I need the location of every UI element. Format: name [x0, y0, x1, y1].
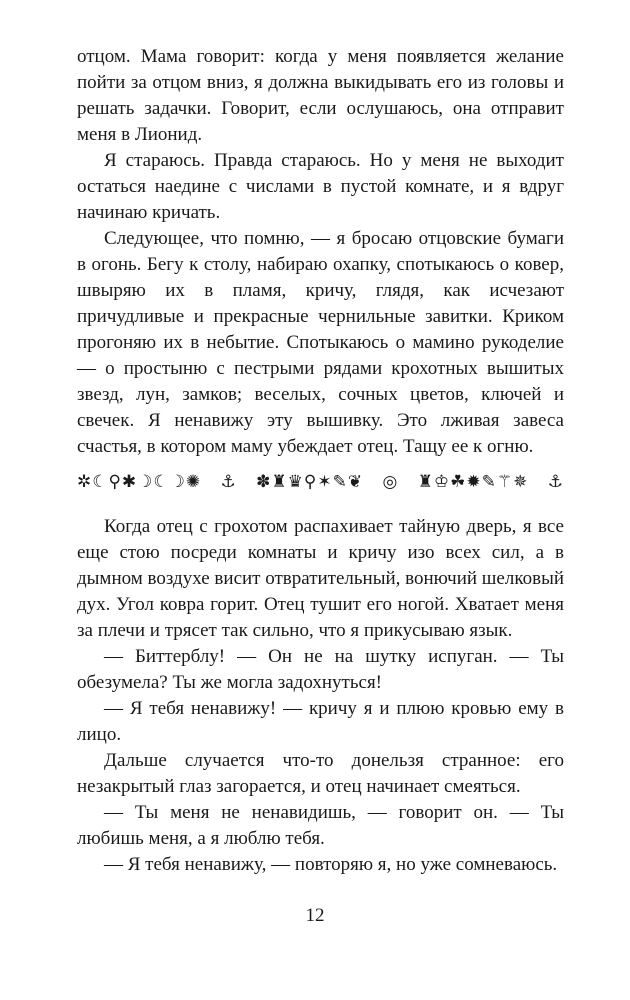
page-number: 12	[305, 905, 325, 926]
dialogue-line: — Биттерблу! — Он не на шутку испуган. — Ты обезумела? Ты же могла задохнуться!	[77, 646, 564, 693]
paragraph: Дальше случается что-то донельзя странное: его незакрытый глаз загорается, и отец начинает смеяться.	[77, 750, 564, 797]
paragraph: Следующее, что помню, — я бросаю отцовские бумаги в огонь. Бегу к столу, набираю охапку, спотыкаюсь о ковер, швыряю их в пламя, кричу, глядя, как исчезают причудливые и прекрасные чернильные завитки. Криком прогоняю их в небытие. Спотыкаюсь о мамино рукоделие — о простыню с пестрыми рядами крохотных вышитых звезд, лун, замков; веселых, сочных цветов, ключей и свечек. Я ненавижу эту вышивку. Это лживая завеса счастья, в котором маму убеждает отец. Тащу ее к огню.	[77, 228, 564, 457]
embroidery-ornament-icon: ✲☾⚲✱☽☾☽✺⚓✽♜♛⚲✶✎❦◎♜♔☘✹✎⚚✵⚓	[77, 472, 564, 492]
paragraph: Когда отец с грохотом распахивает тайную дверь, я все еще стою посреди комнаты и кричу изо всех сил, а в дымном воздухе висит отвратительный, вонючий шелковый дух. Угол ковра горит. Отец тушит его ногой. Хватает меня за плечи и трясет так сильно, что я прикусываю язык.	[77, 516, 564, 641]
paragraph: Я стараюсь. Правда стараюсь. Но у меня не выходит остаться наедине с числами в пустой комнате, и я вдруг начинаю кричать.	[77, 150, 564, 223]
text-block-top	[77, 44, 564, 460]
paragraph-continuation: отцом. Мама говорит: когда у меня появляется желание пойти за отцом вниз, я должна выкидывать его из головы и решать задачки. Говорит, если ослушаюсь, она отправит меня в Лионид.	[77, 46, 564, 145]
dialogue-line: — Я тебя ненавижу, — повторяю я, но уже сомневаюсь.	[104, 854, 558, 875]
text-block-bottom	[77, 514, 564, 878]
dialogue-line: — Ты меня не ненавидишь, — говорит он. — Ты любишь меня, а я люблю тебя.	[77, 802, 564, 849]
dialogue-line: — Я тебя ненавижу! — кричу я и плюю кровью ему в лицо.	[77, 698, 564, 745]
